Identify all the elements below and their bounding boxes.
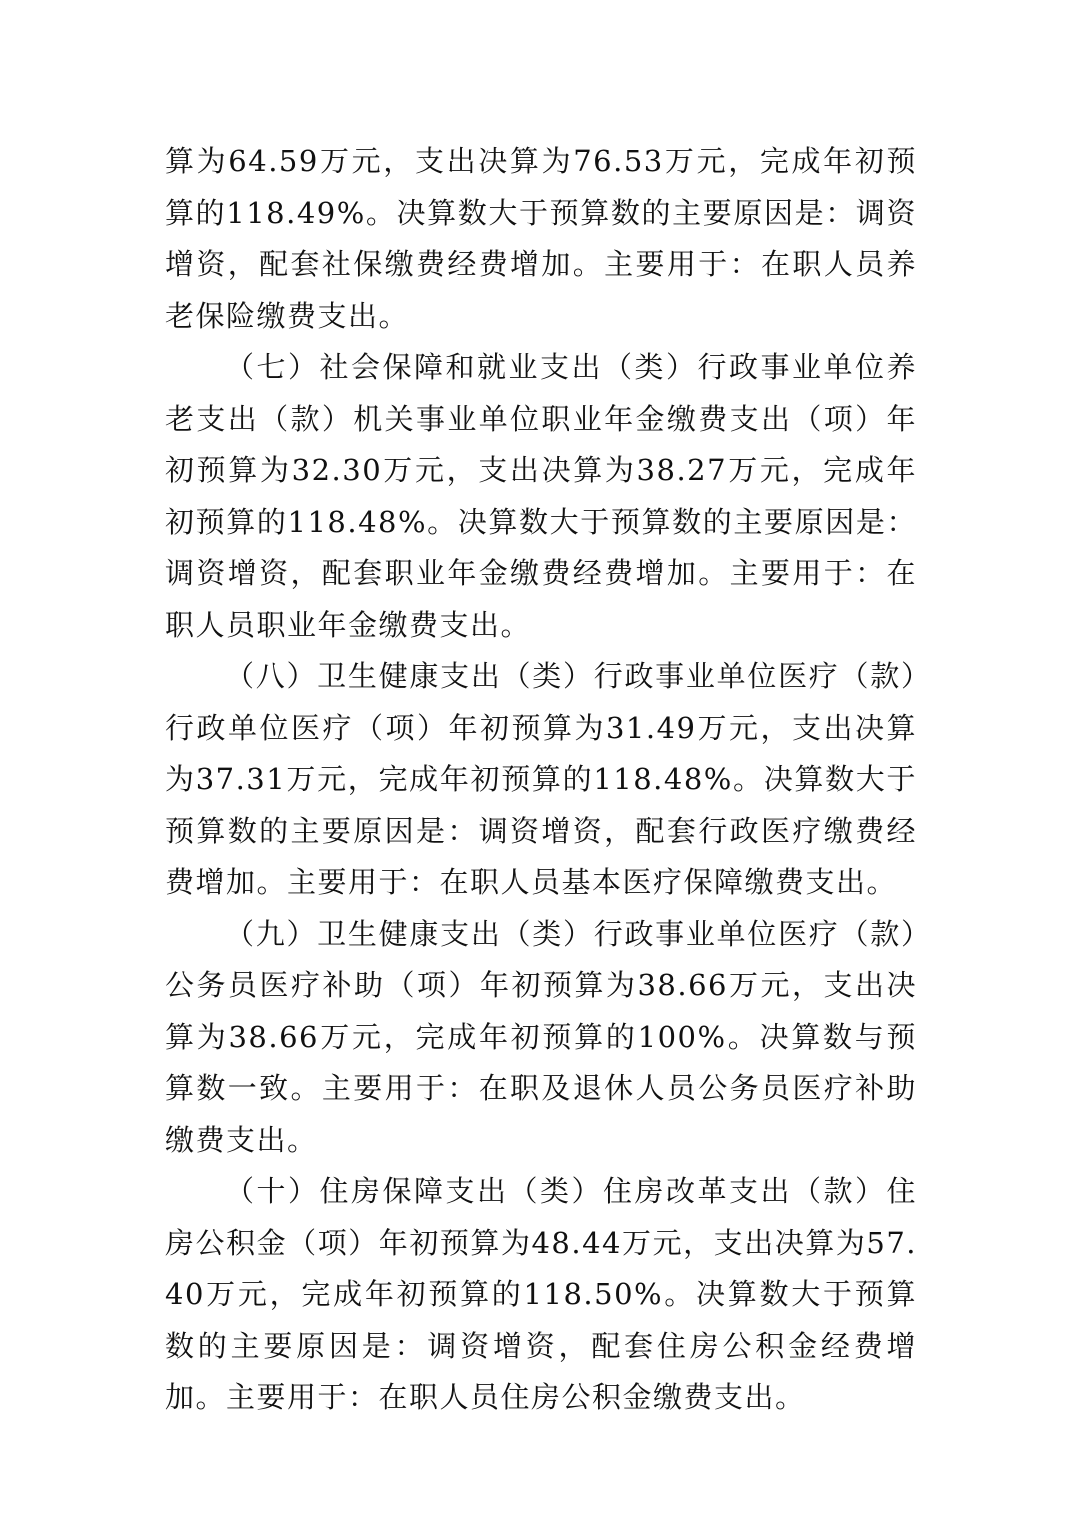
- document-body: [165, 136, 917, 1424]
- paragraph-item-9: （九）卫生健康支出（类）行政事业单位医疗（款）公务员医疗补助（项）年初预算为38.66万元，支出决算为38.66万元，完成年初预算的100%。决算数与预算数一致。主要用于：在职及退休人员公务员医疗补助缴费支出。: [165, 916, 917, 1157]
- paragraph-item-10: （十）住房保障支出（类）住房改革支出（款）住房公积金（项）年初预算为48.44万元，支出决算为57.40万元，完成年初预算的118.50%。决算数大于预算数的主要原因是：调资增资，配套住房公积金经费增加。主要用于：在职人员住房公积金缴费支出。: [165, 1174, 917, 1414]
- paragraph-item-8: （八）卫生健康支出（类）行政事业单位医疗（款）行政单位医疗（项）年初预算为31.49万元，支出决算为37.31万元，完成年初预算的118.48%。决算数大于预算数的主要原因是：调资增资，配套行政医疗缴费经费增加。主要用于：在职人员基本医疗保障缴费支出。: [165, 659, 917, 899]
- paragraph-continuation: 算为64.59万元，支出决算为76.53万元，完成年初预算的118.49%。决算数大于预算数的主要原因是：调资增资，配套社保缴费经费增加。主要用于：在职人员养老保险缴费支出。: [165, 144, 917, 333]
- paragraph-item-7: （七）社会保障和就业支出（类）行政事业单位养老支出（款）机关事业单位职业年金缴费支出（项）年初预算为32.30万元，支出决算为38.27万元，完成年初预算的118.48%。决算数大于预算数的主要原因是：调资增资，配套职业年金缴费经费增加。主要用于：在职人员职业年金缴费支出。: [165, 350, 917, 642]
